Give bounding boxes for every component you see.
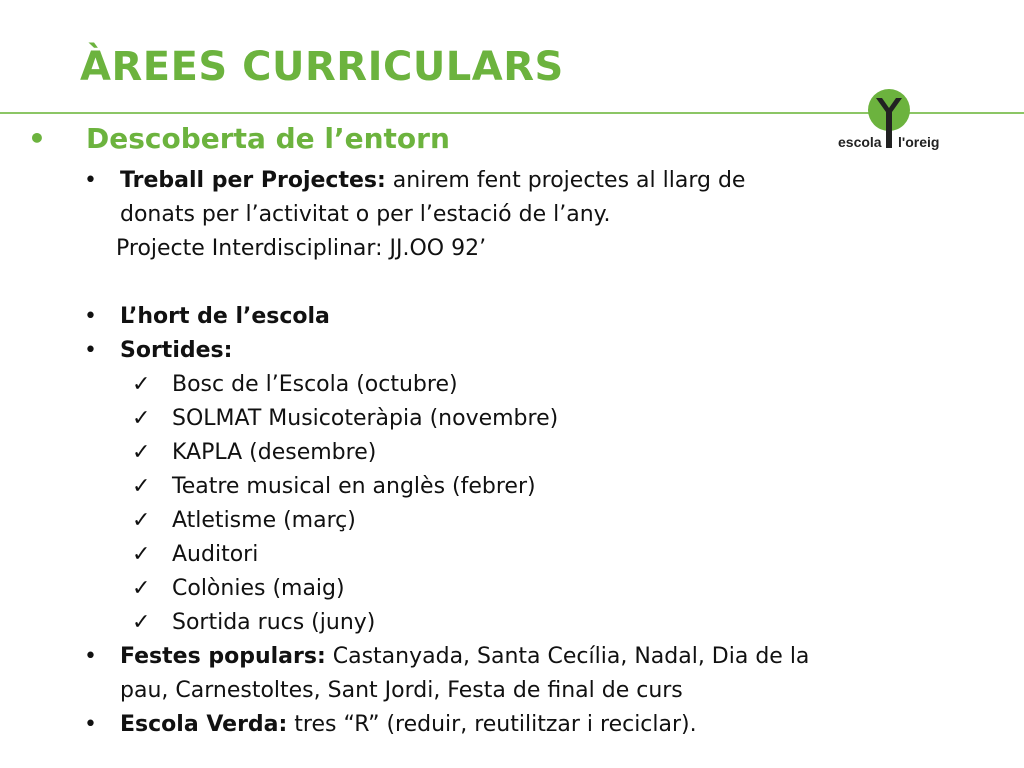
item-text-continued: pau, Carnestoltes, Sant Jordi, Festa de final de curs (120, 678, 683, 703)
check-icon: ✓ (132, 474, 151, 499)
sortida-item: KAPLA (desembre) (172, 440, 377, 465)
list-item-verda (120, 712, 697, 737)
item-subtext: Projecte Interdisciplinar: JJ.OO 92’ (116, 236, 487, 261)
logo-text-right: l'oreig (898, 134, 940, 150)
item-text: anirem fent projectes al llarg de (385, 168, 746, 193)
sortida-item: Bosc de l’Escola (octubre) (172, 372, 458, 397)
sortida-item: Teatre musical en anglès (febrer) (172, 474, 536, 499)
check-icon: ✓ (132, 372, 151, 397)
item-label: Escola Verda: (120, 712, 288, 737)
check-icon: ✓ (132, 610, 151, 635)
section-bullet: • (28, 122, 46, 155)
list-item-festes (120, 644, 809, 669)
sortida-item: Atletisme (març) (172, 508, 356, 533)
check-icon: ✓ (132, 440, 151, 465)
bullet: • (84, 712, 97, 737)
item-text: Castanyada, Santa Cecília, Nadal, Dia de la (325, 644, 810, 669)
item-text-continued: donats per l’activitat o per l’estació de l’any. (120, 202, 611, 227)
check-icon: ✓ (132, 576, 151, 601)
logo-text-left: escola (838, 134, 882, 150)
list-item-sortides: Sortides: (120, 338, 233, 363)
bullet: • (84, 338, 97, 363)
check-icon: ✓ (132, 542, 151, 567)
sortida-item: Auditori (172, 542, 259, 567)
bullet: • (84, 644, 97, 669)
sortida-item: Sortida rucs (juny) (172, 610, 376, 635)
list-item-projectes (120, 168, 745, 193)
check-icon: ✓ (132, 406, 151, 431)
bullet: • (84, 168, 97, 193)
item-label: Festes populars: (120, 644, 326, 669)
bullet: • (84, 304, 97, 329)
sortida-item: SOLMAT Musicoteràpia (novembre) (172, 406, 559, 431)
slide-title: ÀREES CURRICULARS (80, 44, 564, 90)
check-icon: ✓ (132, 508, 151, 533)
list-item-hort: L’hort de l’escola (120, 304, 330, 329)
item-label: Treball per Projectes: (120, 168, 386, 193)
item-text: tres “R” (reduir, reutilitzar i reciclar). (287, 712, 697, 737)
sortida-item: Colònies (maig) (172, 576, 345, 601)
section-heading: Descoberta de l’entorn (86, 122, 450, 155)
